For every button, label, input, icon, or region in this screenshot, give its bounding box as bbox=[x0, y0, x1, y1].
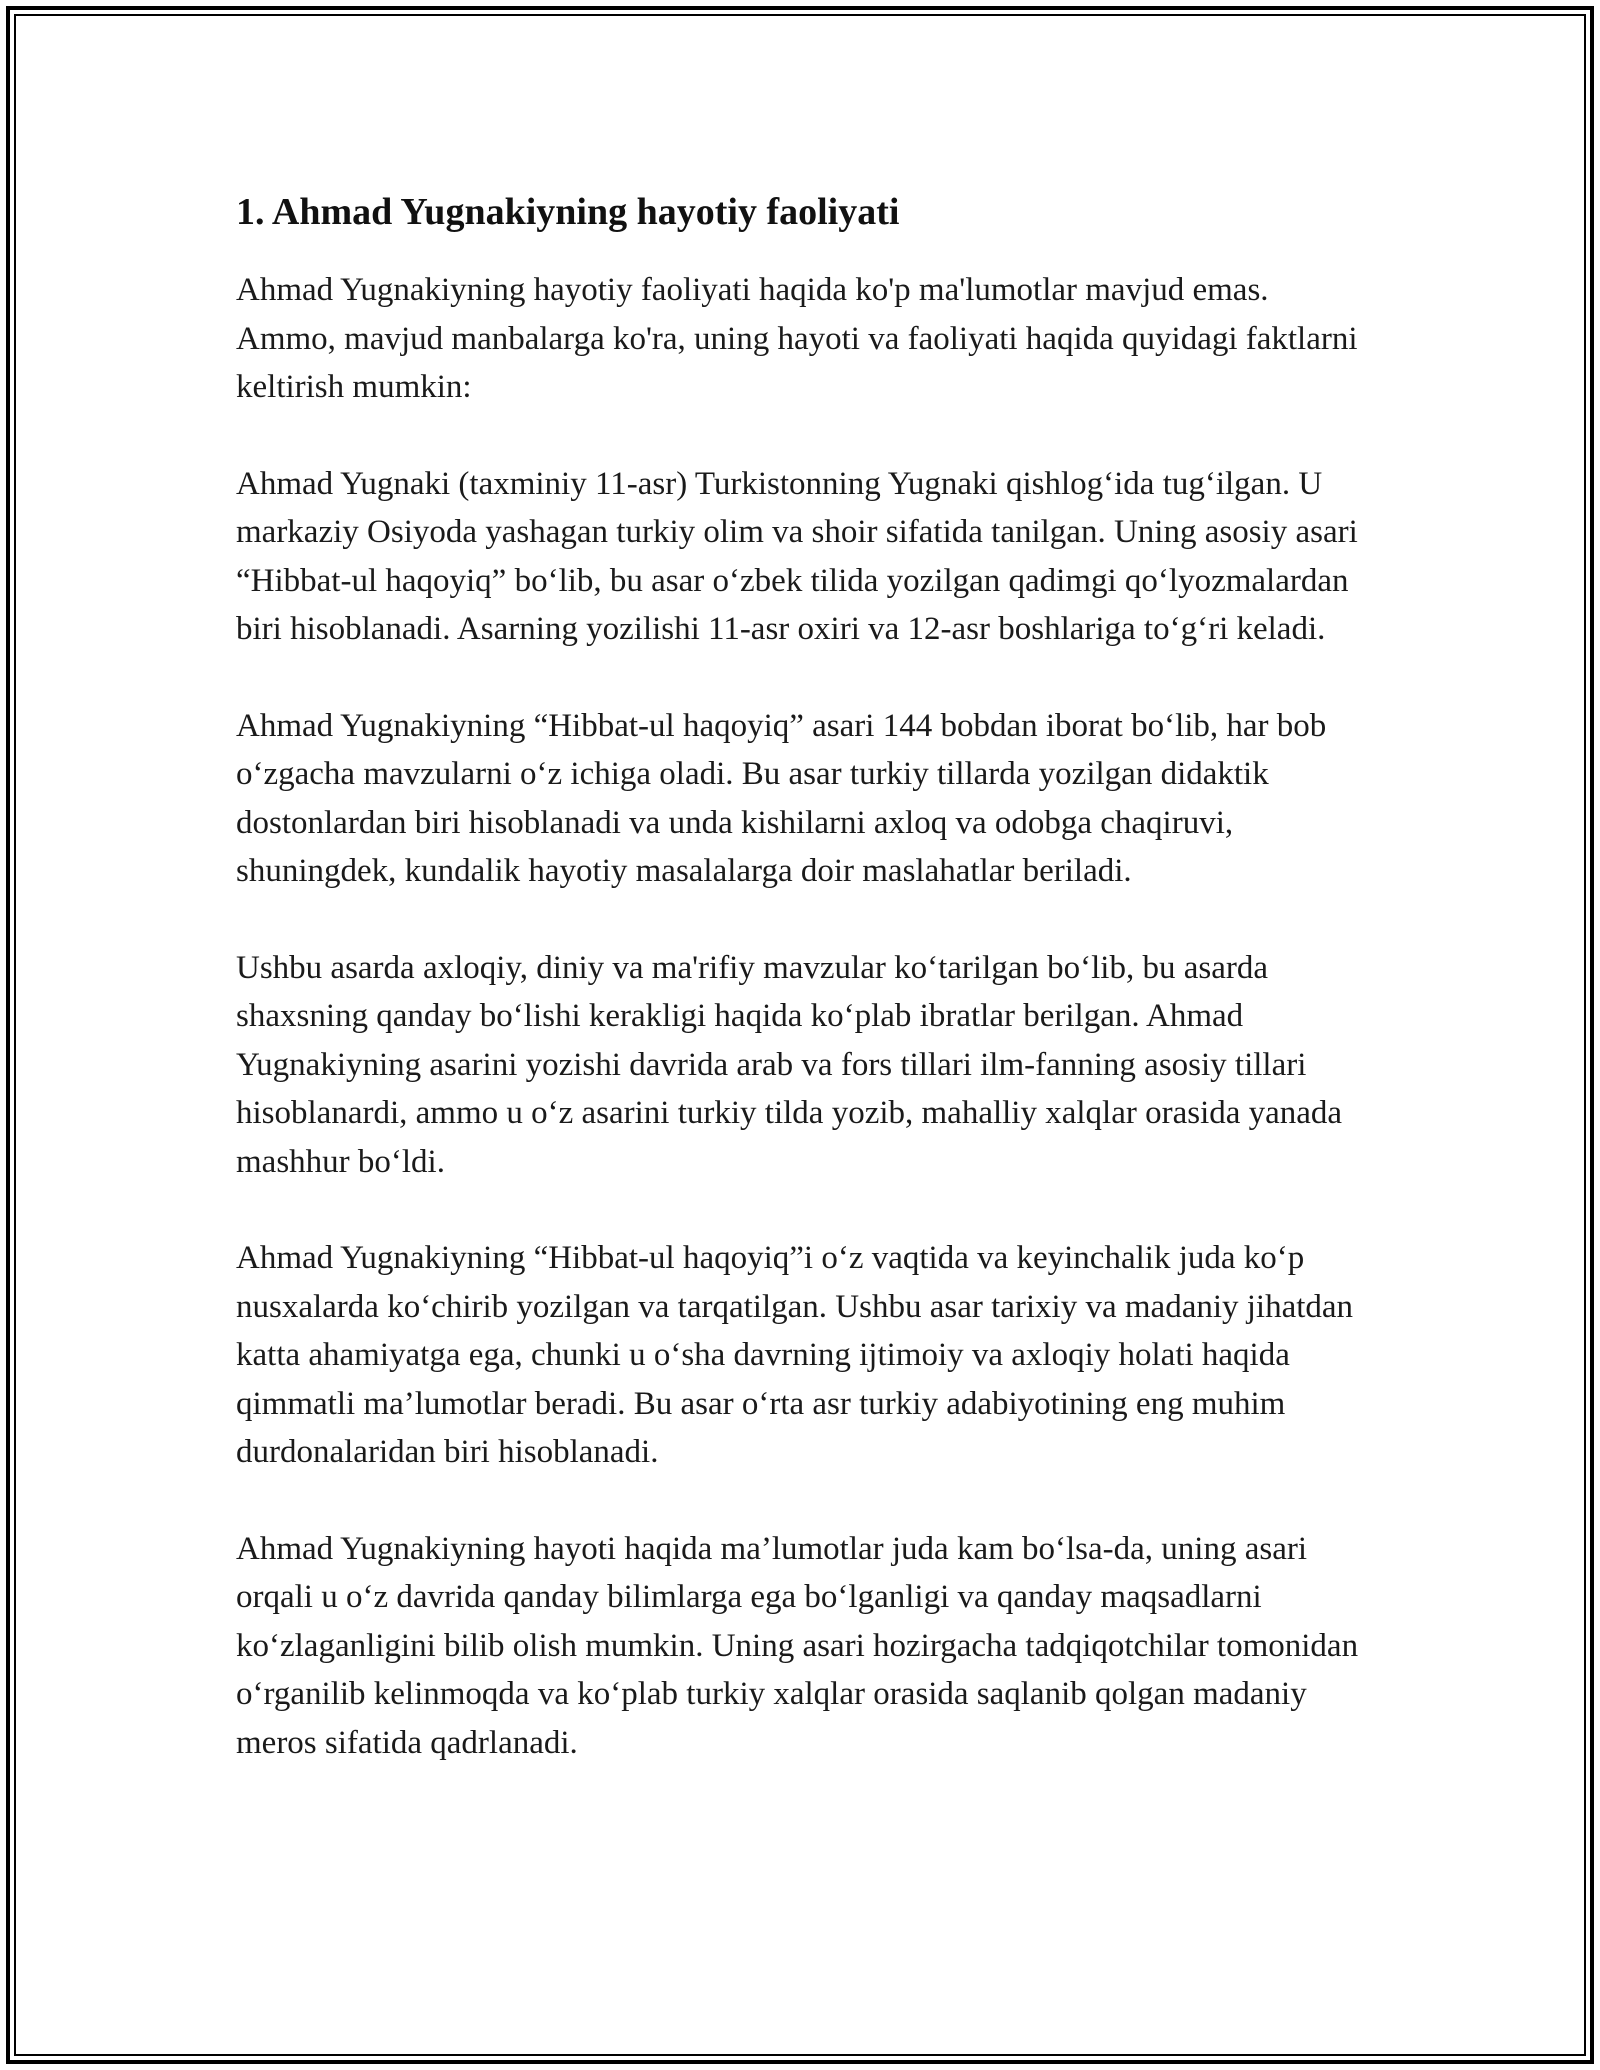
document-body bbox=[236, 186, 1372, 1815]
paragraph-work-structure: Ahmad Yugnakiyning “Hibbat-ul haqoyiq” asari 144 bobdan iborat bo‘lib, har bob o‘zgacha mavzularni o‘z ichiga oladi. Bu asar turkiy tillarda yozilgan didaktik dostonlardan biri hisoblanadi va unda kishilarni axloq va odobga chaqiruvi, shuningdek, kundalik hayotiy masalalarga doir maslahatlar beriladi. bbox=[236, 707, 1327, 889]
paragraph-conclusion: Ahmad Yugnakiyning hayoti haqida ma’lumotlar juda kam bo‘lsa-da, uning asari orqali u o‘z davrida qanday bilimlarga ega bo‘lganligi va qanday maqsadlarni ko‘zlaganligini bilib olish mumkin. Uning asari hozirgacha tadqiqotchilar tomonidan o‘rganilib kelinmoqda va ko‘plab turkiy xalqlar orasida saqlanib qolgan madaniy meros sifatida qadrlanadi. bbox=[236, 1530, 1359, 1761]
section-heading: 1. Ahmad Yugnakiyning hayotiy faoliyati bbox=[236, 191, 900, 233]
paragraph-themes: Ushbu asarda axloqiy, diniy va ma'rifiy mavzular ko‘tarilgan bo‘lib, bu asarda shaxsning qanday bo‘lishi kerakligi haqida ko‘plab ibratlar berilgan. Ahmad Yugnakiyning asarini yozishi davrida arab va fors tillari ilm-fanning asosiy tillari hisoblanardi, ammo u o‘z asarini turkiy tilda yozib, mahalliy xalqlar orasida yanada mashhur bo‘ldi. bbox=[236, 949, 1343, 1180]
paragraph-biography: Ahmad Yugnaki (taxminiy 11-asr) Turkistonning Yugnaki qishlog‘ida tug‘ilgan. U markaziy Osiyoda yashagan turkiy olim va shoir sifatida tanilgan. Uning asosiy asari “Hibbat-ul haqoyiq” bo‘lib, bu asar o‘zbek tilida yozilgan qadimgi qo‘lyozmalardan biri hisoblanadi. Asarning yozilishi 11-asr oxiri va 12-asr boshlariga to‘g‘ri keladi. bbox=[236, 465, 1358, 647]
paragraph-significance: Ahmad Yugnakiyning “Hibbat-ul haqoyiq”i o‘z vaqtida va keyinchalik juda ko‘p nusxalarda ko‘chirib yozilgan va tarqatilgan. Ushbu asar tarixiy va madaniy jihatdan katta ahamiyatga ega, chunki u o‘sha davrning ijtimoiy va axloqiy holati haqida qimmatli ma’lumotlar beradi. Bu asar o‘rta asr turkiy adabiyotining eng muhim durdonalaridan biri hisoblanadi. bbox=[236, 1240, 1354, 1470]
paragraph-intro: Ahmad Yugnakiyning hayotiy faoliyati haqida ko'p ma'lumotlar mavjud emas. Ammo, mavjud manbalarga ko'ra, uning hayoti va faoliyati haqida quyidagi faktlarni keltirish mumkin: bbox=[236, 272, 1358, 405]
